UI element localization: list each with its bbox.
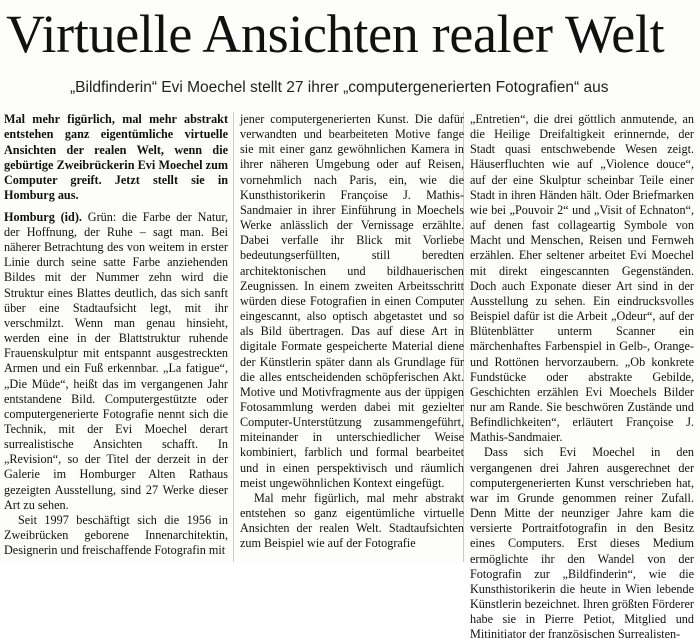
article-column-2	[240, 112, 464, 552]
subheadline: „Bildfinderin“ Evi Moechel stellt 27 ihrer „computergenerierten Fotografien“ aus	[70, 79, 609, 96]
body-paragraph-3: Mal mehr figürlich, mal mehr abstrakt entstehen so ganz eigentümliche virtuelle Ansichten der realen Welt. Stadtaufsichten zum Beispiel wie auf der Fotografie	[240, 490, 464, 551]
lead-paragraph: Mal mehr figürlich, mal mehr abstrakt entstehen ganz eigentümliche virtuelle Ansichten der realen Welt, wenn die gebürtige Zweibrückerin Evi Moechel zum Computer greift. Jetzt stellt sie in Homburg aus.	[4, 112, 228, 203]
body-paragraph-3-continued: „Entretien“, die drei göttlich anmutende, an die Heilige Dreifaltigkeit erinnernde, der Stadt quasi entschwebende Wesen zeigt. Häuserfluchten wie auf „Violence douce“, auf der eine Skulptur scheinbar Teile einer Stadt in ihren Händen hält. Oder Briefmarken wie bei „Pouvoir 2“ und „Visit of Echnaton“, auf denen fast collageartig Symbole von Macht und Menschen, Reisen und Fernweh erzählen. Eher seltener arbeitet Evi Moechel mit direkt eingescannten Gegenständen. Doch auch Exponate dieser Art sind in der Ausstellung zu sehen. Ein eindrucksvolles Beispiel dafür ist die Arbeit „Odeur“, auf der Blütenblätter unterm Scanner ein märchenhaftes Farbenspiel in Gelb-, Orange- und Rottönen hervorzaubern. „Ob konkrete Fundstücke oder abstrakte Gebilde, Geschichten erzählen Evi Moechels Bilder nur am Rande. Sie beschwören Zustände und Befindlichkeiten“, erläutert Françoise J. Mathis-Sandmaier.	[470, 112, 694, 445]
body-text-1: Grün: die Farbe der Natur, der Hoffnung, der Ruhe – sagt man. Bei näherer Betrachtung des von weitem in erster Linie durch seine satte Farbe anziehenden Bildes mit der Nummer zehn wird die Struktur eines Blattes deutlich, das sich sanft über eine Stadtaufsicht legt, mit ihr verschmilzt. Wenn man genau hinsieht, werden eine in der Blattstruktur ruhende Frauenskulptur mit entspannt ausgestreckten Armen und ein Fuß erkennbar. „La fatigue“, „Die Müde“, heißt das im vergangenen Jahr entstandene Bild. Computergestützte oder computergenerierte Fotografie nennt sich die Technik, mit der Evi Moechel derart surrealistische Ansichten schafft. In „Revision“, so der Titel der derzeit in der Galerie im Homburger Alten Rathaus gezeigten Ausstellung, sind 27 Werke dieser Art zu sehen.	[4, 209, 228, 512]
body-paragraph-2: Seit 1997 beschäftigt sich die 1956 in Zweibrücken geborene Innenarchitektin, Designerin und freischaffende Fotografin mit	[4, 512, 228, 558]
body-paragraph-2-continued: jener computergenerierten Kunst. Die dafür verwandten und bearbeiteten Motive fange sie mit einer ganz gewöhnlichen Kamera in ihrer näheren Umgebung oder auf Reisen, vornehmlich nach Paris, ein, wie die Kunsthistorikerin Françoise J. Mathis-Sandmaier in ihrer Einführung in Moechels Werke anlässlich der Vernissage erzählte. Dabei verfalle ihr Blick mit Vorliebe bedeutungserfüllten, still beredten architektonischen und bildhauerischen Zeugnissen. In einem zweiten Arbeitsschritt würden diese Fotografien in einen Computer eingescannt, also optisch abgetastet und so als Bild übertragen. Das auf diese Art in digitale Formate gespeicherte Material diene der Künstlerin später dann als Grundlage für die alles entscheidenden schöpferischen Akt. Motive und Motivfragmente aus der üppigen Fotosammlung werden dabei mit gezielter Computer-Unterstützung zusammengeführt, miteinander in unterschiedlicher Weise kombiniert, farblich und formal bearbeitet und in einen perspektivisch und räumlich meist ungewöhnlichen Kontext eingefügt.	[240, 112, 464, 490]
body-paragraph-4: Dass sich Evi Moechel in den vergangenen drei Jahren ausgerechnet der computergenerierten Kunst verschrieben hat, war im Grunde genommen reiner Zufall. Denn Mitte der neunziger Jahre kam die versierte Portraitfotografin in den Besitz eines Computers. Erst dieses Medium ermöglichte ihr den Wandel von der Fotografin zur „Bildfinderin“, wie die Kunsthistorikerin die heute in Wien lebende Künstlerin bezeichnet. Ihren größten Förderer habe sie in Pierre Petiot, Mitglied und Mitinitiator der französischen Surrealisten-	[470, 445, 694, 642]
dateline: Homburg (id).	[4, 209, 82, 224]
article-column-3	[470, 112, 694, 642]
headline: Virtuelle Ansichten realer Welt	[6, 4, 665, 64]
body-paragraph-1	[4, 210, 228, 513]
article-column-1	[4, 112, 228, 558]
column-divider	[233, 112, 234, 562]
